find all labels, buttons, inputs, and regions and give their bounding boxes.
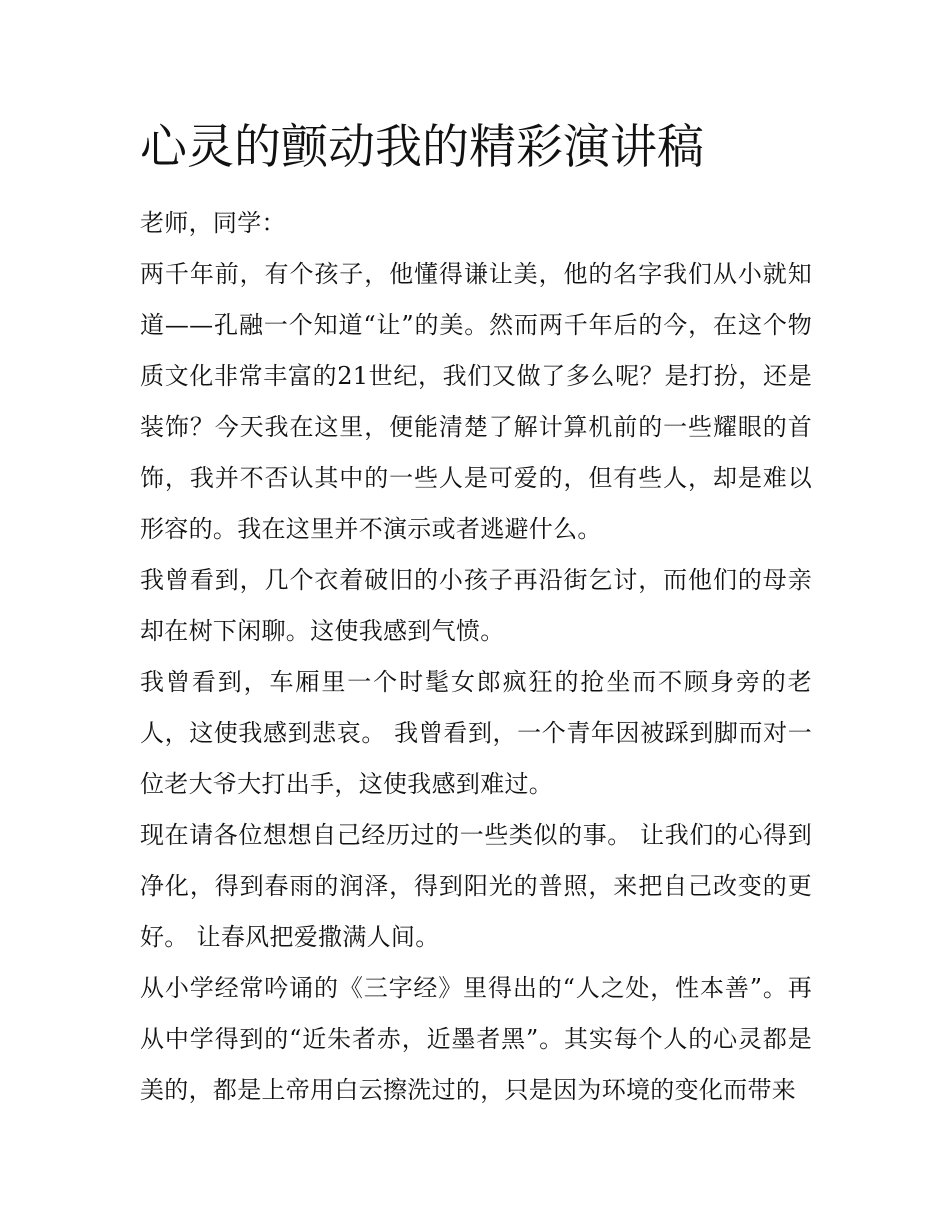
paragraph-beggars: 我曾看到，几个衣着破旧的小孩子再沿街乞讨，而他们的母亲却在树下闲聊。这使我感到气愤。 [140,566,812,645]
paragraph-three-character-classic: 从小学经常吟诵的《三字经》里得出的“人之处，性本善”。再从中学得到的“近朱者赤，近墨者黑”。其实每个人的心灵都是美的，都是上帝用白云擦洗过的，只是因为环境的变化而带来 [140,974,812,1104]
paragraph-greeting: 老师，同学： [140,209,286,237]
paragraph-reflection: 现在请各位想想自己经历过的一些类似的事。 让我们的心得到净化，得到春雨的润泽，得到阳光的普照，来把自己改变的更好。 让春风把爱撒满人间。 [140,821,812,951]
document-body [140,198,812,1116]
paragraph-kong-rong: 两千年前，有个孩子，他懂得谦让美，他的名字我们从小就知道——孔融一个知道“让”的美。然而两千年后的今，在这个物质文化非常丰富的21世纪，我们又做了多么呢？是打扮，还是装饰？今天我在这里，便能清楚了解计算机前的一些耀眼的首饰，我并不否认其中的一些人是可爱的，但有些人，却是难以形容的。我在这里并不演示或者逃避什么。 [140,260,812,543]
document-title: 心灵的颤动我的精彩演讲稿 [140,120,704,175]
paragraph-carriage: 我曾看到，车厢里一个时髦女郎疯狂的抢坐而不顾身旁的老人，这使我感到悲哀。 我曾看到，一个青年因被踩到脚而对一位老大爷大打出手，这使我感到难过。 [140,668,812,798]
